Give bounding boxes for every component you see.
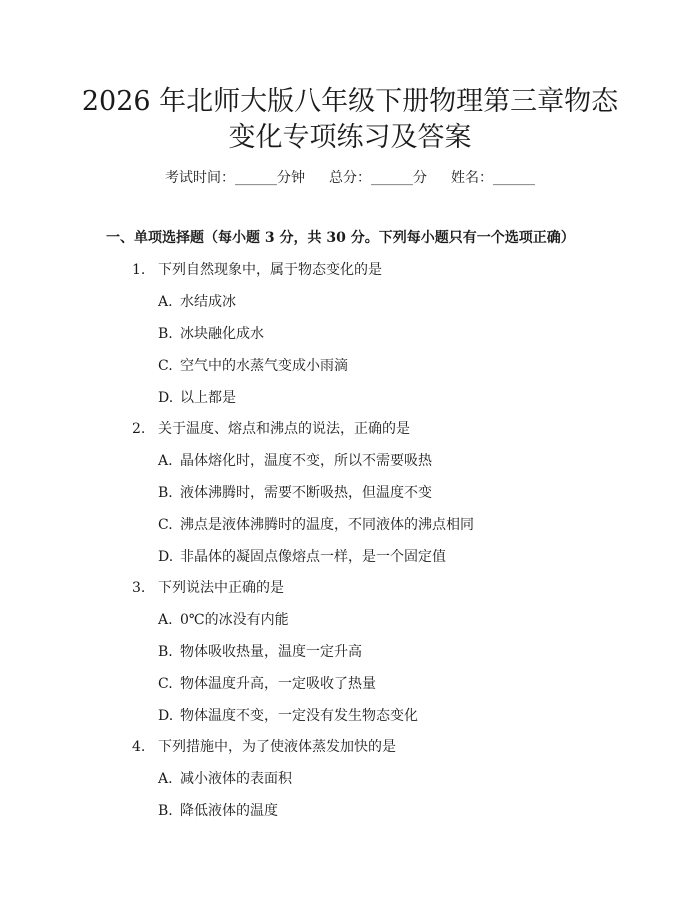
question-text: 关于温度、熔点和沸点的说法，正确的是 bbox=[158, 421, 410, 437]
option-text: 晶体熔化时，温度不变，所以不需要吸热 bbox=[180, 453, 432, 469]
option-text: 物体温度升高，一定吸收了热量 bbox=[180, 676, 376, 692]
option-1d bbox=[158, 388, 236, 408]
page-title-line-1: 2026 年北师大版八年级下册物理第三章物态 bbox=[81, 86, 619, 117]
option-1a bbox=[158, 292, 236, 312]
option-letter: C. bbox=[158, 676, 173, 692]
question-text: 下列自然现象中，属于物态变化的是 bbox=[158, 262, 382, 278]
option-text: 物体吸收热量，温度一定升高 bbox=[180, 644, 362, 660]
option-text: 空气中的水蒸气变成小雨滴 bbox=[180, 358, 348, 374]
page-title-line-2: 变化专项练习及答案 bbox=[228, 122, 472, 153]
option-letter: B. bbox=[158, 803, 173, 819]
question-number: 2. bbox=[132, 421, 146, 437]
option-3a bbox=[158, 610, 289, 630]
question-text: 下列说法中正确的是 bbox=[158, 580, 284, 596]
question-1 bbox=[132, 260, 382, 280]
option-text: 非晶体的凝固点像熔点一样，是一个固定值 bbox=[180, 549, 446, 565]
question-text: 下列措施中，为了使液体蒸发加快的是 bbox=[158, 739, 396, 755]
option-2c bbox=[158, 515, 474, 535]
option-text: 减小液体的表面积 bbox=[180, 771, 292, 787]
option-text: 水结成冰 bbox=[180, 294, 236, 310]
name-field: 姓名：______ bbox=[451, 170, 535, 186]
option-1c bbox=[158, 356, 348, 376]
option-text: 物体温度不变，一定没有发生物态变化 bbox=[180, 708, 418, 724]
option-letter: C. bbox=[158, 517, 173, 533]
option-text: 以上都是 bbox=[180, 390, 236, 406]
option-letter: B. bbox=[158, 326, 173, 342]
option-text: 0℃的冰没有内能 bbox=[180, 612, 289, 628]
exam-meta bbox=[0, 168, 700, 188]
option-2b bbox=[158, 483, 432, 503]
question-number: 4. bbox=[132, 739, 146, 755]
option-3c bbox=[158, 674, 376, 694]
total-score-field: 总分：______分 bbox=[329, 170, 427, 186]
option-letter: A. bbox=[158, 294, 173, 310]
option-4a bbox=[158, 769, 292, 789]
question-3 bbox=[132, 578, 284, 598]
question-number: 1. bbox=[132, 262, 146, 278]
option-letter: A. bbox=[158, 771, 173, 787]
option-letter: D. bbox=[158, 708, 174, 724]
option-letter: B. bbox=[158, 644, 173, 660]
option-text: 液体沸腾时，需要不断吸热，但温度不变 bbox=[180, 485, 432, 501]
option-text: 降低液体的温度 bbox=[180, 803, 278, 819]
option-4b bbox=[158, 801, 278, 821]
option-3d bbox=[158, 706, 418, 726]
question-2 bbox=[132, 419, 410, 439]
option-letter: A. bbox=[158, 612, 173, 628]
option-letter: A. bbox=[158, 453, 173, 469]
option-letter: B. bbox=[158, 485, 173, 501]
option-letter: C. bbox=[158, 358, 173, 374]
question-4 bbox=[132, 737, 396, 757]
option-letter: D. bbox=[158, 549, 174, 565]
option-2d bbox=[158, 547, 446, 567]
option-3b bbox=[158, 642, 362, 662]
option-2a bbox=[158, 451, 432, 471]
section-heading: 一、单项选择题（每小题 3 分，共 30 分。下列每小题只有一个选项正确） bbox=[106, 230, 575, 246]
option-1b bbox=[158, 324, 264, 344]
option-text: 沸点是液体沸腾时的温度，不同液体的沸点相同 bbox=[180, 517, 474, 533]
exam-time-field: 考试时间：______分钟 bbox=[165, 170, 305, 186]
option-letter: D. bbox=[158, 390, 174, 406]
question-number: 3. bbox=[132, 580, 146, 596]
option-text: 冰块融化成水 bbox=[180, 326, 264, 342]
